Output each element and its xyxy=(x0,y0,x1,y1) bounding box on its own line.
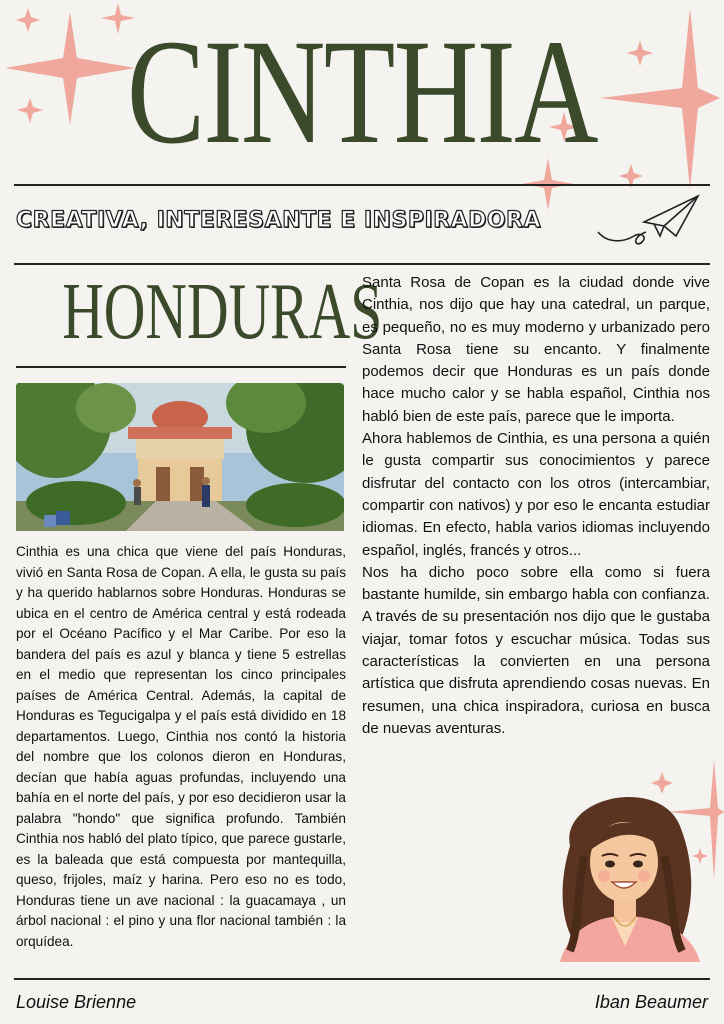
cinthia-portrait-illustration xyxy=(540,776,710,962)
page-title: CINTHIA xyxy=(127,9,597,175)
author-right: Iban Beaumer xyxy=(594,992,708,1012)
top-divider xyxy=(14,184,710,186)
kiosk-photo xyxy=(16,383,344,531)
footer-divider xyxy=(14,978,710,980)
author-left: Louise Brienne xyxy=(16,992,137,1012)
article-left-column: Cinthia es una chica que viene del país Honduras, vivió en Santa Rosa de Copan. A ella, le gusta su país y ha querido hablarnos sobre Honduras. Honduras se ubica en el centro de América central y está rodeada por el Océano Pacífico y el Mar Caribe. Por eso la bandera del país es azul y blanca y tiene 5 estrellas en el medio que representan los cinco principales países de América Central. Además, la capital de Honduras es Tegucigalpa y el país está dividido en 18 departamentos. Luego, Cinthia nos contó la historia del nombre que los colonos dieron en Honduras, decían que había aguas profundas, incluyendo una bahía en el norte del país, y por eso decidieron usar la palabra "hondo" que significa profundo. También Cinthia nos habló del plato típico, que parece gustarle, es la baleada que está compuesta por mantequilla, queso, frijoles, maíz y harina. Pero eso no es todo, Honduras tiene un ave nacional : la guacamaya , un árbol nacional : el pino y una flor nacional también : la orquídea. xyxy=(16,544,346,949)
paper-plane-icon xyxy=(594,192,704,252)
article-right-column xyxy=(362,272,710,740)
paragraph-cinthia-personality: Ahora hablemos de Cinthia, es una persona a quién le gusta compartir sus conocimientos y parece disfrutar del contacto con los otros (intercambiar, compartir con nativos) y por eso le encanta estudiar idiomas. En efecto, habla varios idiomas incluyendo español, inglés, francés y otros... xyxy=(362,430,710,559)
section-divider xyxy=(16,366,346,368)
paragraph-cinthia-interests: Nos ha dicho poco sobre ella como si fuera bastante humilde, sin embargo habla con confianza. A través de su presentación nos dijo que le gustaba viajar, tomar fotos y escuchar música. Todas sus características la convierten en una persona artística que disfruta aprendiendo cosas nuevas. En resumen, una chica inspiradora, curiosa en busca de nuevas aventuras. xyxy=(362,563,710,737)
subtitle: CREATIVA, INTERESANTE E INSPIRADORA xyxy=(16,208,542,233)
paragraph-santa-rosa: Santa Rosa de Copan es la ciudad donde vive Cinthia, nos dijo que hay una catedral, un parque, es pequeño, no es muy moderno y urbanizado pero Santa Rosa tiene su encanto. Y finalmente podemos decir que Honduras es un país donde hace mucho calor y se habla español, Cinthia nos habló bien de este país, parece que le importa. xyxy=(362,274,710,425)
section-title: HONDURAS xyxy=(62,268,383,356)
